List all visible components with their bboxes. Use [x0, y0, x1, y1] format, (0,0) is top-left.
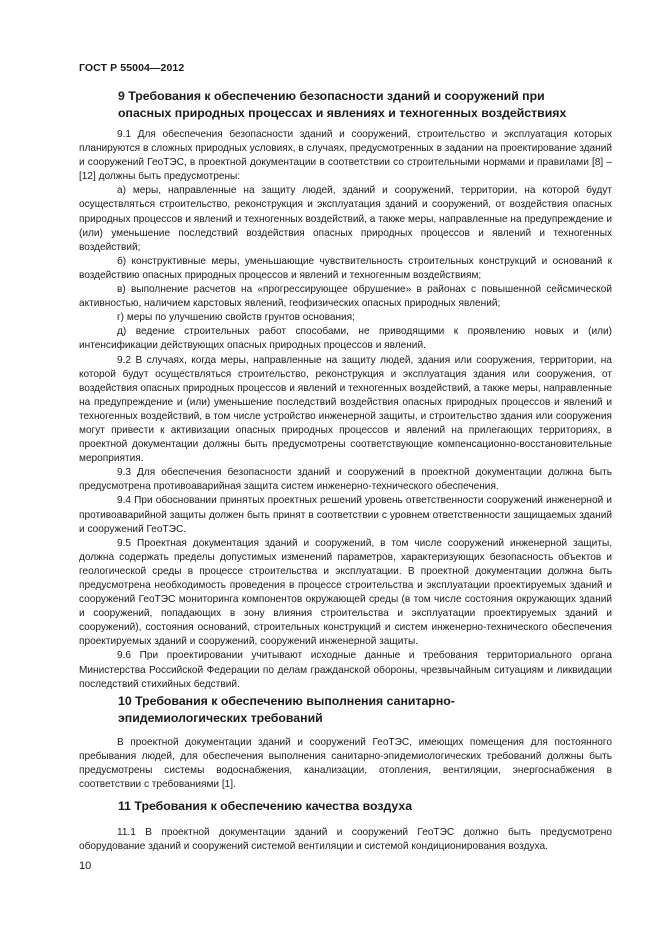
paragraph-9-1-b: б) конструктивные меры, уменьшающие чувствительность строительных конструкций и оснований к воздействию опасных природных процессов и явлений и техногенным воздействиям;: [79, 255, 612, 281]
section-10-title: [118, 693, 455, 727]
section-9-body: [79, 128, 612, 692]
section-10-body: [79, 736, 612, 792]
document-header: ГОСТ Р 55004—2012: [79, 62, 185, 74]
section-9-title-line-1: 9 Требования к обеспечению безопасности зданий и сооружений при: [118, 89, 545, 103]
section-11-title-line-1: 11 Требования к обеспечению качества воздуха: [118, 799, 413, 813]
section-9-title-line-2: опасных природных процессах и явлениях и техногенных воздействиях: [118, 106, 567, 120]
paragraph-11-1: 11.1 В проектной документации зданий и сооружений ГеоТЭС должно быть предусмотрено оборудование зданий и сооружений системой вентиляции и системой кондиционирования воздуха.: [79, 827, 612, 853]
paragraph-9-1-d: д) ведение строительных работ способами, не приводящими к проявлению новых и (или) интенсификации действующих опасных природных процессов и явлений.: [79, 326, 612, 352]
section-11-body: [79, 826, 612, 854]
paragraph-9-1-v: в) выполнение расчетов на «прогрессирующее обрушение» в районах с повышенной сейсмической активностью, наличием карстовых явлений, геофизических опасных природных явлений;: [79, 284, 612, 310]
paragraph-9-1: 9.1 Для обеспечения безопасности зданий и сооружений, строительство и эксплуатация которых планируются в сложных природных условиях, в случаях, предусмотренных в задании на проектирование зданий и сооружений ГеоТЭС, в проектной документации в соответствии со строительными нормами и правилами [8] – [12] должны быть предусмотрены:: [79, 129, 612, 183]
paragraph-9-4: 9.4 При обосновании принятых проектных решений уровень ответственности сооружений инженерной и противоаварийной защиты должен быть принят в соответствии с уровнем ответственности защищаемых зданий и сооружений ГеоТЭС.: [79, 495, 612, 535]
page-number: 10: [79, 860, 92, 872]
paragraph-9-2: 9.2 В случаях, когда меры, направленные на защиту людей, здания или сооружения, территории, на которой будут осуществляться строительство, реконструкция и эксплуатация здания или сооружения, от воздействия опасных природных процессов и явлений и техногенных воздействий, а также меры, направленные на предупреждение и (или) уменьшение последствий воздействия опасных природных процессов и явлений и техногенных воздействий, в том числе устройство инженерной защиты, и строительство здания или сооружения могут привести к активизации опасных природных процессов и явлений на прилегающих территориях, в проектной документации должны быть предусмотрены соответствующие компенсационно-восстановительные мероприятия.: [79, 354, 612, 465]
section-10-title-line-1: 10 Требования к обеспечению выполнения санитарно-: [118, 694, 455, 708]
paragraph-9-6: 9.6 При проектировании учитывают исходные данные и требования территориального органа Министерства Российской Федерации по делам гражданской обороны, чрезвычайным ситуациям и ликвидации последствий стихийных бедствий.: [79, 650, 612, 690]
paragraph-9-1-a: а) меры, направленные на защиту людей, зданий и сооружений, территории, на которой будут осуществляться строительство, реконструкция и эксплуатация зданий и сооружений, от воздействия опасных природных процессов и явлений и техногенных воздействий, а также меры, направленные на предупреждение и (или) уменьшение последствий воздействия опасных природных процессов и явлений и техногенных воздействий;: [79, 185, 612, 253]
paragraph-9-5: 9.5 Проектная документация зданий и сооружений, в том числе сооружений инженерной защиты, должна содержать пределы допустимых изменений параметров, характеризующих безопасность объектов и геологической среды в процессе строительства и эксплуатации. В проектной документации должна быть предусмотрена необходимость проведения в процессе строительства и эксплуатации проектируемых зданий и сооружений ГеоТЭС мониторинга компонентов окружающей среды (в том числе состояния окружающих зданий и сооружений, попадающих в зону влияния строительства и эксплуатации проектируемых зданий и сооружений), состояния оснований, строительных конструкций и систем инженерно-технического обеспечения проектируемых зданий и сооружений, сооружений инженерной защиты.: [79, 537, 612, 648]
section-9-title: [118, 88, 566, 122]
paragraph-9-1-g: г) меры по улучшению свойств грунтов основания;: [117, 312, 355, 324]
section-10-title-line-2: эпидемиологических требований: [118, 711, 323, 725]
paragraph-10: В проектной документации зданий и сооружений ГеоТЭС, имеющих помещения для постоянного пребывания людей, для обеспечения выполнения санитарно-эпидемиологических требований должны быть предусмотрены системы водоснабжения, канализации, отопления, вентиляции, энергоснабжения в соответствии с требованиями [1].: [79, 737, 612, 791]
section-11-title: [118, 798, 412, 815]
paragraph-9-3: 9.3 Для обеспечения безопасности зданий и сооружений в проектной документации должна быть предусмотрена противоаварийная защита систем инженерно-технического обеспечения.: [79, 467, 612, 493]
